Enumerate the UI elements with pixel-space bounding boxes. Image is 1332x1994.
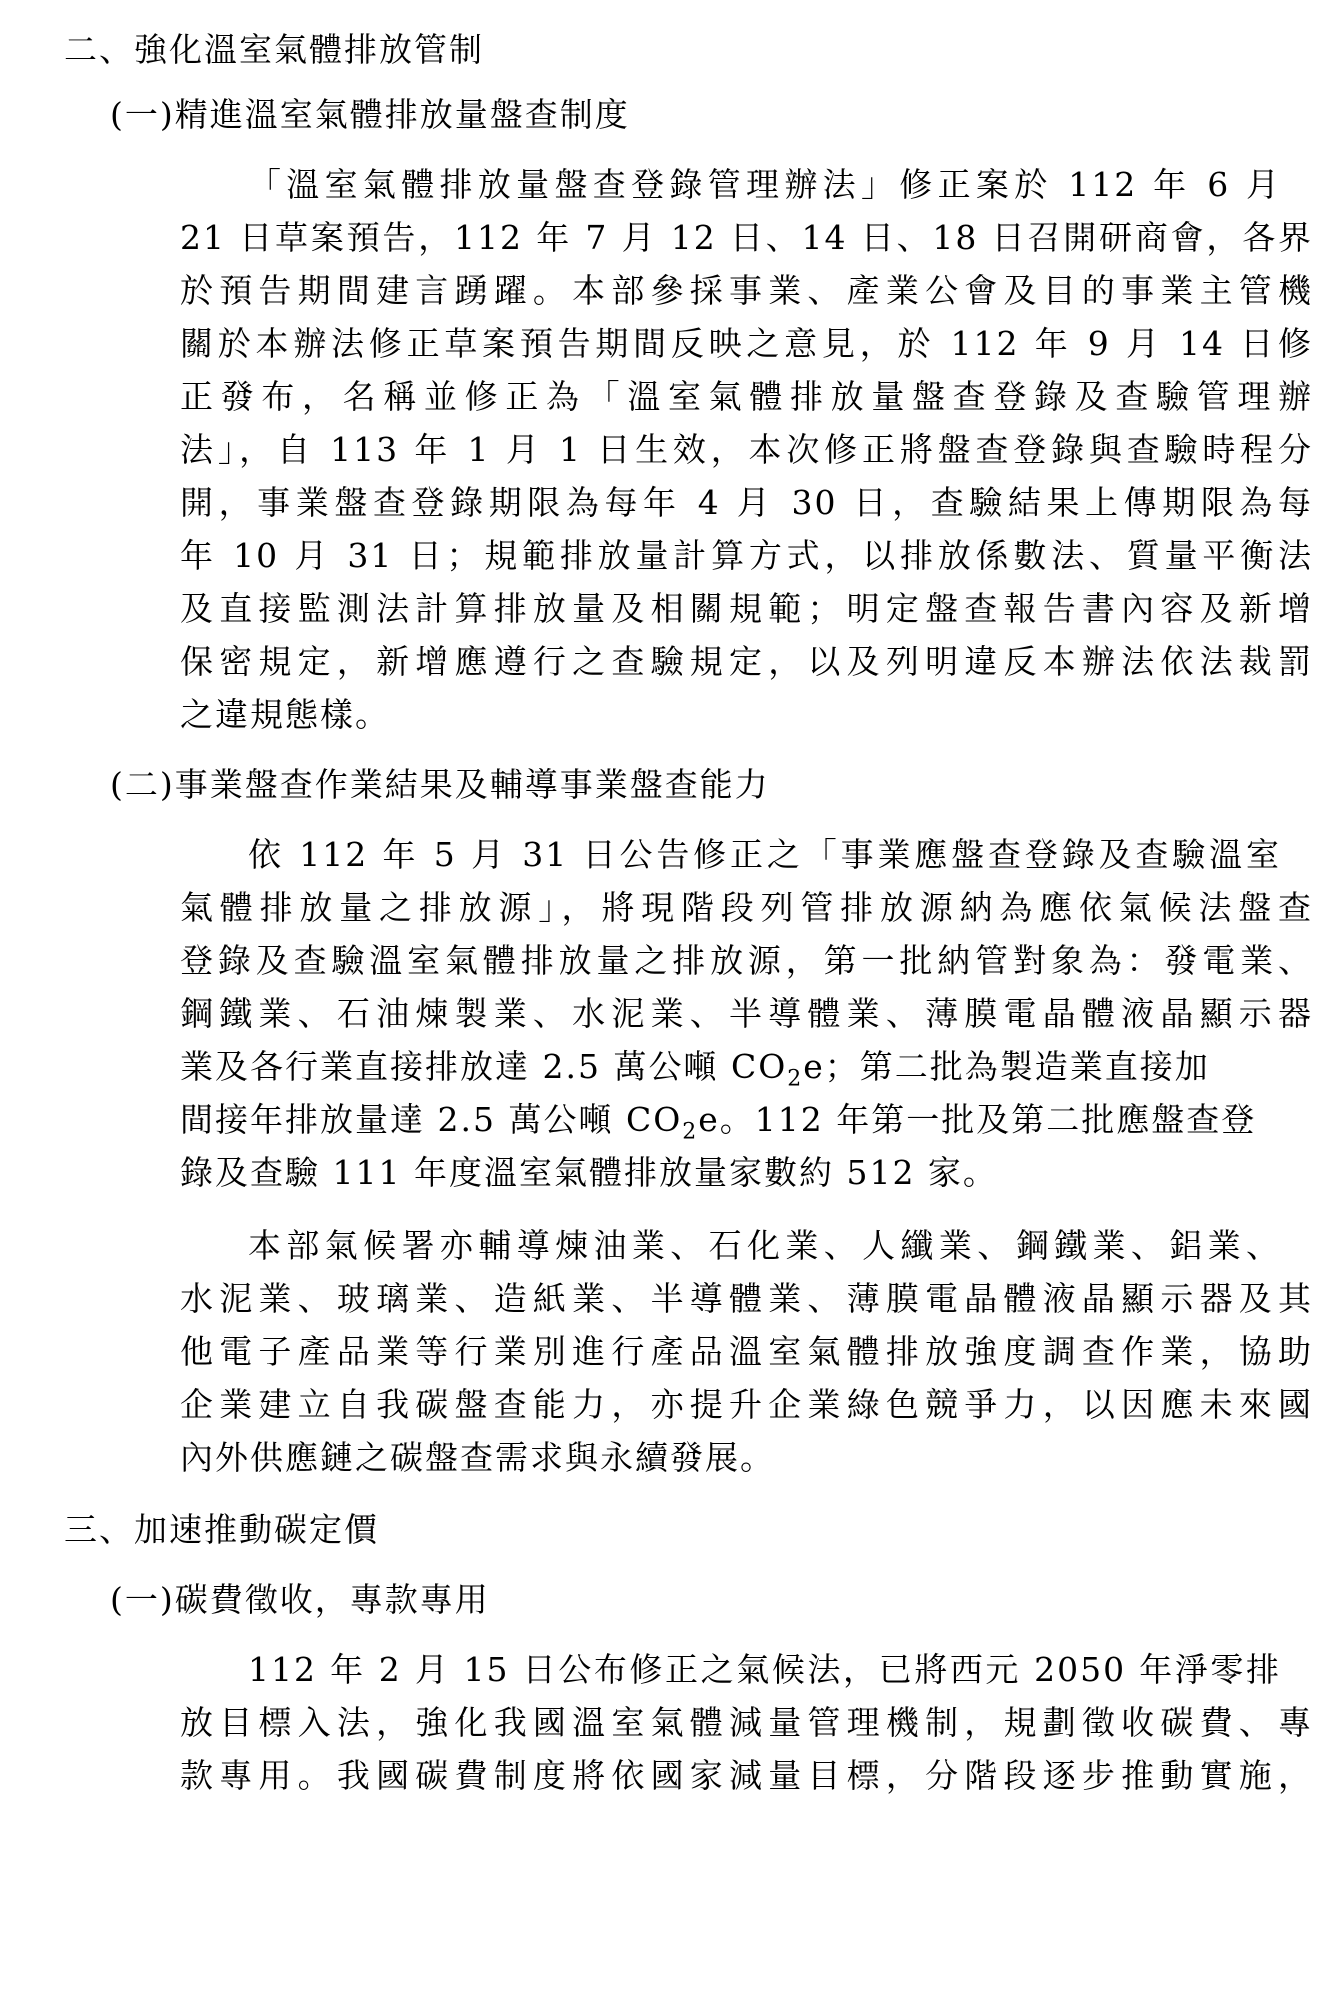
paragraph-line-with-subscript bbox=[180, 1047, 1210, 1092]
paragraph-line: 登錄及查驗溫室氣體排放量之排放源，第一批納管對象為：發電業、 bbox=[180, 941, 1313, 980]
paragraph-line-with-subscript bbox=[180, 1100, 1257, 1145]
text-run: 業及各行業直接排放達 2.5 萬公噸 CO bbox=[180, 1047, 788, 1086]
subscript: 2 bbox=[682, 1119, 699, 1145]
subsection-2-2-heading: (二)事業盤查作業結果及輔導事業盤查能力 bbox=[110, 765, 770, 804]
paragraph-line: 之違規態樣。 bbox=[180, 695, 390, 734]
text-run: 間接年排放量達 2.5 萬公噸 CO bbox=[180, 1100, 683, 1139]
paragraph-line: 他電子產品業等行業別進行產品溫室氣體排放強度調查作業，協助 bbox=[180, 1332, 1313, 1371]
paragraph-line: 內外供應鏈之碳盤查需求與永續發展。 bbox=[180, 1438, 775, 1477]
paragraph-line: 依 112 年 5 月 31 日公告修正之「事業應盤查登錄及查驗溫室 bbox=[248, 835, 1281, 874]
subsection-2-1-heading: (一)精進溫室氣體排放量盤查制度 bbox=[110, 95, 630, 134]
paragraph-line: 及直接監測法計算排放量及相關規範；明定盤查報告書內容及新增 bbox=[180, 589, 1313, 628]
paragraph-line: 保密規定，新增應遵行之查驗規定，以及列明違反本辦法依法裁罰 bbox=[180, 642, 1313, 681]
text-run: e。112 年第一批及第二批應盤查登 bbox=[698, 1100, 1257, 1139]
subsection-3-1-heading: (一)碳費徵收，專款專用 bbox=[110, 1580, 490, 1619]
paragraph-line: 氣體排放量之排放源」，將現階段列管排放源納為應依氣候法盤查 bbox=[180, 888, 1313, 927]
paragraph-line: 年 10 月 31 日；規範排放量計算方式，以排放係數法、質量平衡法 bbox=[180, 536, 1313, 575]
paragraph-line: 於預告期間建言踴躍。本部參採事業、產業公會及目的事業主管機 bbox=[180, 271, 1313, 310]
subscript: 2 bbox=[787, 1066, 804, 1092]
paragraph-line: 款專用。我國碳費制度將依國家減量目標，分階段逐步推動實施， bbox=[180, 1756, 1313, 1795]
paragraph-line: 水泥業、玻璃業、造紙業、半導體業、薄膜電晶體液晶顯示器及其 bbox=[180, 1279, 1313, 1318]
paragraph-line: 開，事業盤查登錄期限為每年 4 月 30 日，查驗結果上傳期限為每 bbox=[180, 483, 1313, 522]
paragraph-line: 本部氣候署亦輔導煉油業、石化業、人纖業、鋼鐵業、鋁業、 bbox=[248, 1226, 1281, 1265]
paragraph-line: 21 日草案預告，112 年 7 月 12 日、14 日、18 日召開研商會，各界 bbox=[180, 218, 1313, 257]
paragraph-line: 正發布，名稱並修正為「溫室氣體排放量盤查登錄及查驗管理辦 bbox=[180, 377, 1313, 416]
section-3-heading: 三、加速推動碳定價 bbox=[64, 1510, 379, 1549]
paragraph-line: 關於本辦法修正草案預告期間反映之意見，於 112 年 9 月 14 日修 bbox=[180, 324, 1313, 363]
paragraph-line: 112 年 2 月 15 日公布修正之氣候法，已將西元 2050 年淨零排 bbox=[248, 1650, 1281, 1689]
paragraph-line: 鋼鐵業、石油煉製業、水泥業、半導體業、薄膜電晶體液晶顯示器 bbox=[180, 994, 1313, 1033]
paragraph-line: 「溫室氣體排放量盤查登錄管理辦法」修正案於 112 年 6 月 bbox=[248, 165, 1281, 204]
paragraph-line: 企業建立自我碳盤查能力，亦提升企業綠色競爭力，以因應未來國 bbox=[180, 1385, 1313, 1424]
paragraph-line: 錄及查驗 111 年度溫室氣體排放量家數約 512 家。 bbox=[180, 1153, 998, 1192]
paragraph-line: 法」，自 113 年 1 月 1 日生效，本次修正將盤查登錄與查驗時程分 bbox=[180, 430, 1313, 469]
paragraph-line: 放目標入法，強化我國溫室氣體減量管理機制，規劃徵收碳費、專 bbox=[180, 1703, 1313, 1742]
section-2-heading: 二、強化溫室氣體排放管制 bbox=[64, 30, 484, 69]
text-run: e；第二批為製造業直接加 bbox=[803, 1047, 1210, 1086]
